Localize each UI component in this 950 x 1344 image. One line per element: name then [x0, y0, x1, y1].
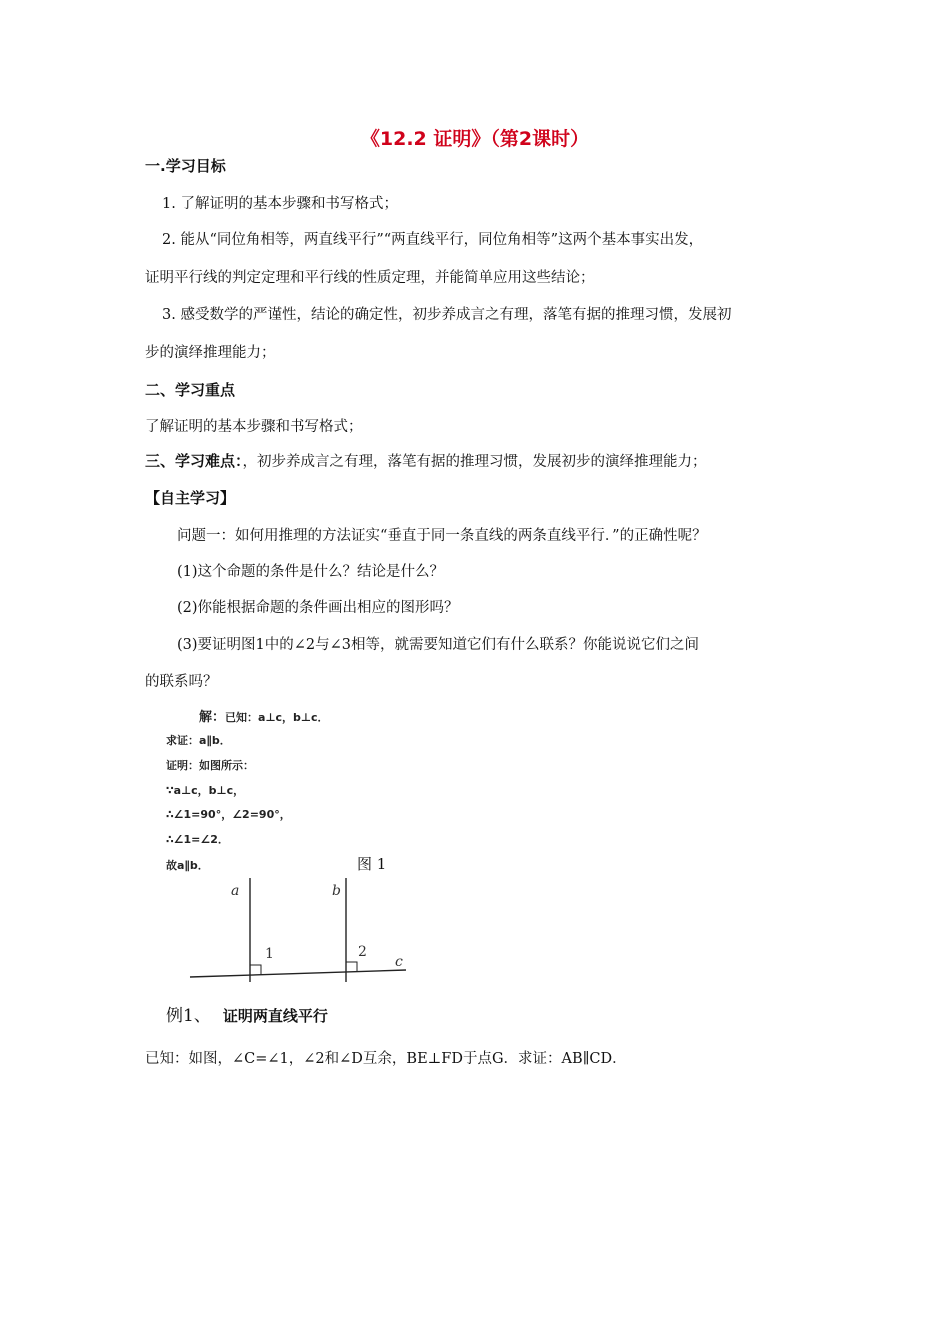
sub-question-2: (2)你能根据命题的条件画出相应的图形吗？ [177, 600, 459, 616]
solution-therefore-2: ∴∠1=∠2． [166, 833, 229, 846]
section-heading-self-study: 【自主学习】 [145, 489, 236, 507]
sub-question-1: (1)这个命题的条件是什么？结论是什么？ [177, 564, 445, 580]
label-angle-2: 2 [358, 944, 367, 960]
example-1-label: 例1、 [166, 1006, 211, 1026]
focus-text: 了解证明的基本步骤和书写格式； [145, 419, 363, 435]
label-angle-1: 1 [265, 946, 274, 962]
goal-item-3: 3. 感受数学的严谨性，结论的确定性，初步养成言之有理，落笔有据的推理习惯，发展初 [162, 307, 732, 323]
figure-1-diagram [180, 870, 420, 985]
goal-item-3-cont: 步的演绎推理能力； [145, 345, 276, 361]
right-angle-mark-1 [250, 965, 261, 975]
question-one: 问题一：如何用推理的方法证实“垂直于同一条直线的两条直线平行．”的正确性呢？ [177, 528, 707, 544]
solution-given-row [199, 706, 328, 725]
section-heading-focus: 二、学习重点 [145, 381, 236, 399]
solution-because: ∵a⊥c，b⊥c， [166, 784, 245, 797]
example-1-title: 证明两直线平行 [222, 1007, 328, 1025]
difficulty-row [145, 450, 707, 471]
goal-item-2: 2. 能从“同位角相等，两直线平行”“两直线平行，同位角相等”这两个基本事实出发， [162, 232, 704, 248]
figure-caption: 图 1 [357, 855, 387, 873]
label-c: c [395, 954, 403, 970]
line-c [190, 970, 406, 977]
solution-therefore-1: ∴∠1=90°，∠2=90°， [166, 808, 291, 821]
solution-given: 已知：a⊥c，b⊥c． [225, 711, 329, 724]
section-heading-goals: 一.学习目标 [145, 157, 226, 175]
example-1-statement: 已知：如图，∠C=∠1，∠2和∠D互余，BE⊥FD于点G．求证：AB∥CD． [145, 1051, 627, 1067]
solution-lead: 解： [199, 710, 226, 725]
sub-question-3-cont: 的联系吗？ [145, 674, 218, 690]
page-title: 《12.2 证明》（第2课时） [360, 128, 590, 150]
label-a: a [231, 883, 240, 899]
right-angle-mark-2 [346, 962, 357, 972]
goal-item-2-cont: 证明平行线的判定定理和平行线的性质定理，并能简单应用这些结论； [145, 270, 595, 286]
solution-to-prove: 求证：a∥b． [166, 734, 231, 747]
solution-proof-intro: 证明：如图所示： [166, 759, 254, 772]
goal-item-1: 1. 了解证明的基本步骤和书写格式； [162, 196, 398, 212]
sub-question-3: (3)要证明图1中的∠2与∠3相等，就需要知道它们有什么联系？你能说说它们之间 [177, 637, 700, 653]
difficulty-text: ，初步养成言之有理，落笔有据的推理习惯，发展初步的演绎推理能力； [242, 454, 707, 470]
example-1-heading [166, 1001, 328, 1026]
label-b: b [332, 883, 341, 899]
solution-conclusion: 故a∥b． [166, 859, 209, 872]
section-heading-difficulty: 三、学习难点： [145, 452, 243, 470]
